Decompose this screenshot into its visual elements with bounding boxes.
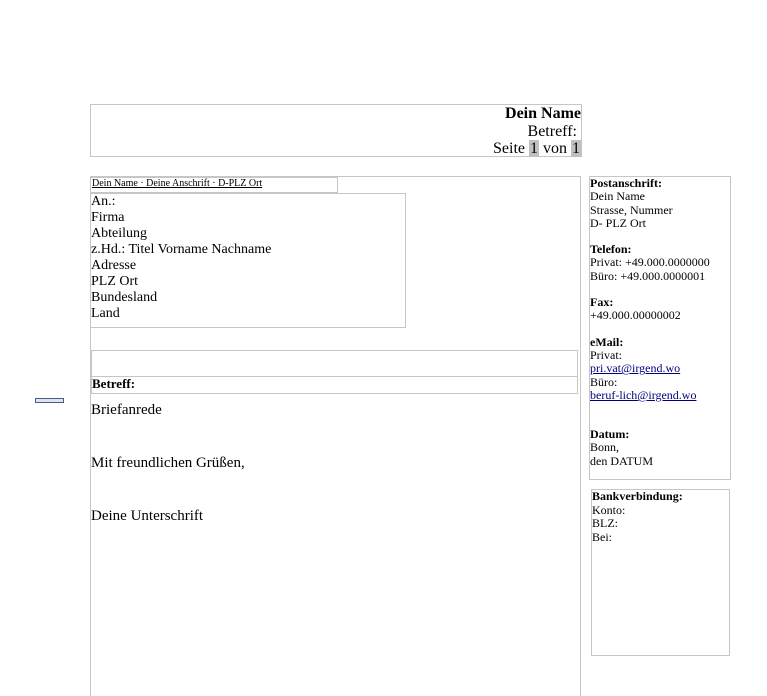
recipient-line: Firma <box>91 210 125 225</box>
email-private-link[interactable]: pri.vat@irgend.wo <box>590 361 681 376</box>
bank-label: Bankverbindung: <box>592 489 683 503</box>
fax-label: Fax: <box>590 295 614 310</box>
bank-blz: BLZ: <box>592 516 618 530</box>
date-value: den DATUM <box>590 453 653 468</box>
sender-return-address[interactable] <box>90 177 338 193</box>
phone-label: Telefon: <box>590 242 632 257</box>
recipient-address-block[interactable] <box>90 193 406 328</box>
margin-marker-icon[interactable] <box>35 398 64 403</box>
bank-at: Bei: <box>592 529 612 544</box>
subject-row[interactable] <box>91 376 578 394</box>
email-office-link[interactable]: beruf-lich@irgend.wo <box>590 387 697 402</box>
recipient-line: Land <box>91 306 120 321</box>
header-page-number <box>493 140 581 158</box>
closing-text[interactable]: Mit freundlichen Grüßen, <box>91 455 245 471</box>
signature-text[interactable]: Deine Unterschrift <box>91 508 204 524</box>
header-name[interactable]: Dein Name <box>505 105 581 122</box>
recipient-line: Abteilung <box>91 226 147 241</box>
bank-account: Konto: <box>592 502 626 517</box>
header-subject[interactable]: Betreff: <box>527 123 577 140</box>
blank-table-row[interactable] <box>91 350 578 377</box>
page-of-word: von <box>543 140 567 157</box>
recipient-line: An.: <box>91 194 116 209</box>
recipient-line: PLZ Ort <box>91 274 139 289</box>
phone-office: Büro: +49.000.0000001 <box>590 268 706 283</box>
page-current-field[interactable]: 1 <box>530 140 538 157</box>
page-total-field[interactable]: 1 <box>572 140 580 157</box>
date-place: Bonn, <box>590 440 620 455</box>
postal-city: D- PLZ Ort <box>590 215 646 230</box>
postal-label: Postanschrift: <box>590 176 662 190</box>
postal-street: Strasse, Nummer <box>590 202 673 217</box>
salutation-text[interactable]: Briefanrede <box>91 402 162 418</box>
email-label: eMail: <box>590 334 624 349</box>
phone-private: Privat: +49.000.0000000 <box>590 255 710 270</box>
postal-name: Dein Name <box>590 189 645 204</box>
page-word: Seite <box>493 140 525 157</box>
sender-return-text: Dein Name · Deine Anschrift · D-PLZ Ort <box>92 178 263 189</box>
contact-info-frame[interactable] <box>589 176 731 480</box>
bank-details-frame[interactable] <box>591 489 730 656</box>
subject-label: Betreff: <box>92 376 136 391</box>
recipient-line: z.Hd.: Titel Vorname Nachname <box>91 242 272 257</box>
email-private-label: Privat: <box>590 347 622 362</box>
email-office-label: Büro: <box>590 374 618 389</box>
recipient-line: Adresse <box>91 258 137 273</box>
header-frame <box>90 104 582 157</box>
fax-number: +49.000.00000002 <box>590 308 681 323</box>
date-label: Datum: <box>590 427 630 442</box>
recipient-line: Bundesland <box>91 290 158 305</box>
